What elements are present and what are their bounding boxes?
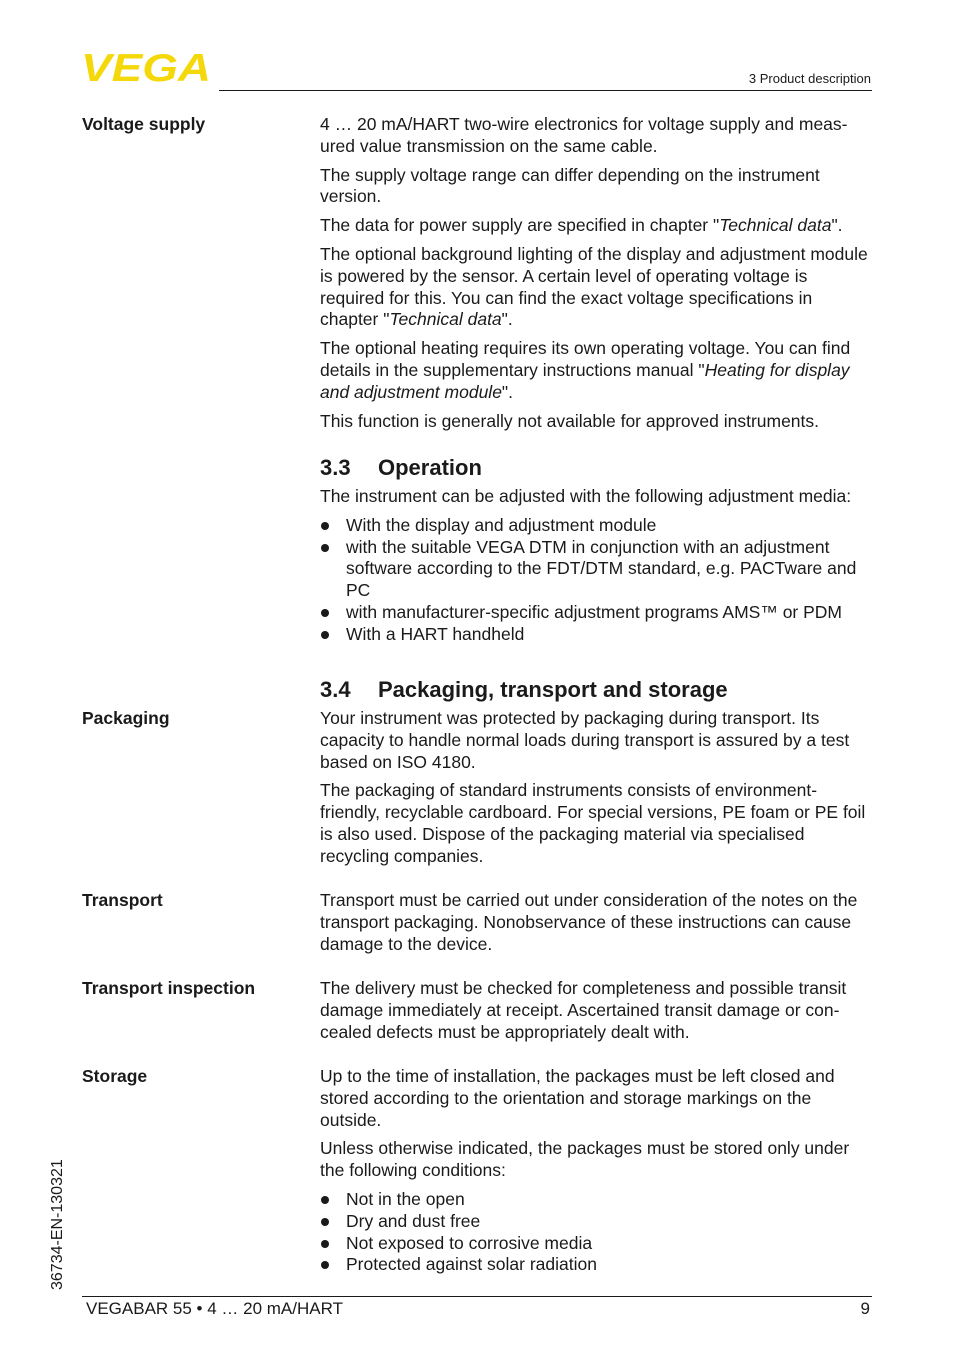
chapter-reference: Technical data xyxy=(719,215,832,236)
storage-text xyxy=(320,1066,872,1276)
section-heading-operation xyxy=(320,455,482,481)
section-title: Packaging, transport and storage xyxy=(378,677,728,702)
list-item: Dry and dust free xyxy=(320,1211,872,1233)
paragraph: This function is generally not available for approved instruments. xyxy=(320,410,820,431)
transport-label: Transport xyxy=(82,890,163,910)
footer-product: VEGABAR 55 • 4 … 20 mA/HART xyxy=(86,1299,343,1318)
section-heading-packaging xyxy=(320,677,728,703)
operation-text xyxy=(320,486,872,646)
page-number: 9 xyxy=(860,1299,870,1318)
transport-inspection-text xyxy=(320,978,872,1050)
section-number: 3.3 xyxy=(320,455,351,480)
paragraph: Up to the time of installation, the packages must be left closed and stored according to the orientation and storage markings on the outside. xyxy=(320,1066,835,1130)
list-item: with the suitable VEGA DTM in conjunction with an adjustment software according to the FDT/DTM standard, e.g. PACTware and PC xyxy=(320,537,872,602)
transport-inspection-label: Transport inspection xyxy=(82,978,256,998)
storage-label: Storage xyxy=(82,1066,148,1086)
voltage-supply-text xyxy=(320,114,872,439)
list-item: With a HART handheld xyxy=(320,624,872,646)
paragraph: The instrument can be adjusted with the following adjustment media: xyxy=(320,486,852,506)
packaging-label: Packaging xyxy=(82,708,170,728)
paragraph: Unless otherwise indicated, the packages must be stored only under the following conditions: xyxy=(320,1138,850,1181)
manual-reference: Heating for display and adjustment module xyxy=(320,359,850,402)
paragraph: The data for power supply are specified in chapter "Technical data". xyxy=(320,215,843,236)
paragraph: 4 … 20 mA/HART two-wire electronics for voltage supply and meas- ured value transmission on the same cable. xyxy=(320,114,848,156)
paragraph: The optional background lighting of the display and adjustment module is powered by the sensor. A certain level of operating voltage is required for this. You can find the exact voltage specifications in chapter "Technical data". xyxy=(320,243,868,330)
paragraph: The supply voltage range can differ depending on the instrument version. xyxy=(320,164,820,207)
header-divider xyxy=(219,90,872,91)
paragraph: Transport must be carried out under consideration of the notes on the transport packaging. Nonobservance of these instructions can cause damage to the device. xyxy=(320,890,858,954)
list-item: Protected against solar radiation xyxy=(320,1254,872,1276)
section-title: Operation xyxy=(378,455,482,480)
vega-logo xyxy=(81,50,213,84)
paragraph: Your instrument was protected by packaging during transport. Its capacity to handle normal loads during transport is assured by a test based on ISO 4180. xyxy=(320,708,850,772)
footer-divider xyxy=(82,1296,872,1297)
paragraph: The delivery must be checked for completeness and possible transit damage immediately at receipt. Ascertained transit damage or con- cealed defects must be appropriately dealt with. xyxy=(320,978,847,1042)
list-item: with manufacturer-specific adjustment programs AMS™ or PDM xyxy=(320,602,872,624)
list-item: Not in the open xyxy=(320,1189,872,1211)
list-item: With the display and adjustment module xyxy=(320,515,872,537)
chapter-reference: Technical data xyxy=(389,309,502,330)
packaging-text xyxy=(320,708,872,875)
paragraph: The optional heating requires its own operating voltage. You can find details in the supplementary instructions manual "Heating for display and adjustment module". xyxy=(320,338,851,402)
storage-conditions-list xyxy=(320,1189,872,1276)
document-id: 36734-EN-130321 xyxy=(49,1159,66,1290)
adjustment-media-list xyxy=(320,515,872,646)
section-number: 3.4 xyxy=(320,677,351,702)
header-section-title: 3 Product description xyxy=(748,71,871,86)
vega-logo-text: VEGA xyxy=(81,50,211,84)
voltage-supply-label: Voltage supply xyxy=(82,114,206,134)
list-item: Not exposed to corrosive media xyxy=(320,1233,872,1255)
paragraph: The packaging of standard instruments consists of environment- friendly, recyclable cardboard. For special versions, PE foam or PE foil is also used. Dispose of the packaging material via specialised recycling companies. xyxy=(320,780,866,866)
transport-text xyxy=(320,890,872,962)
